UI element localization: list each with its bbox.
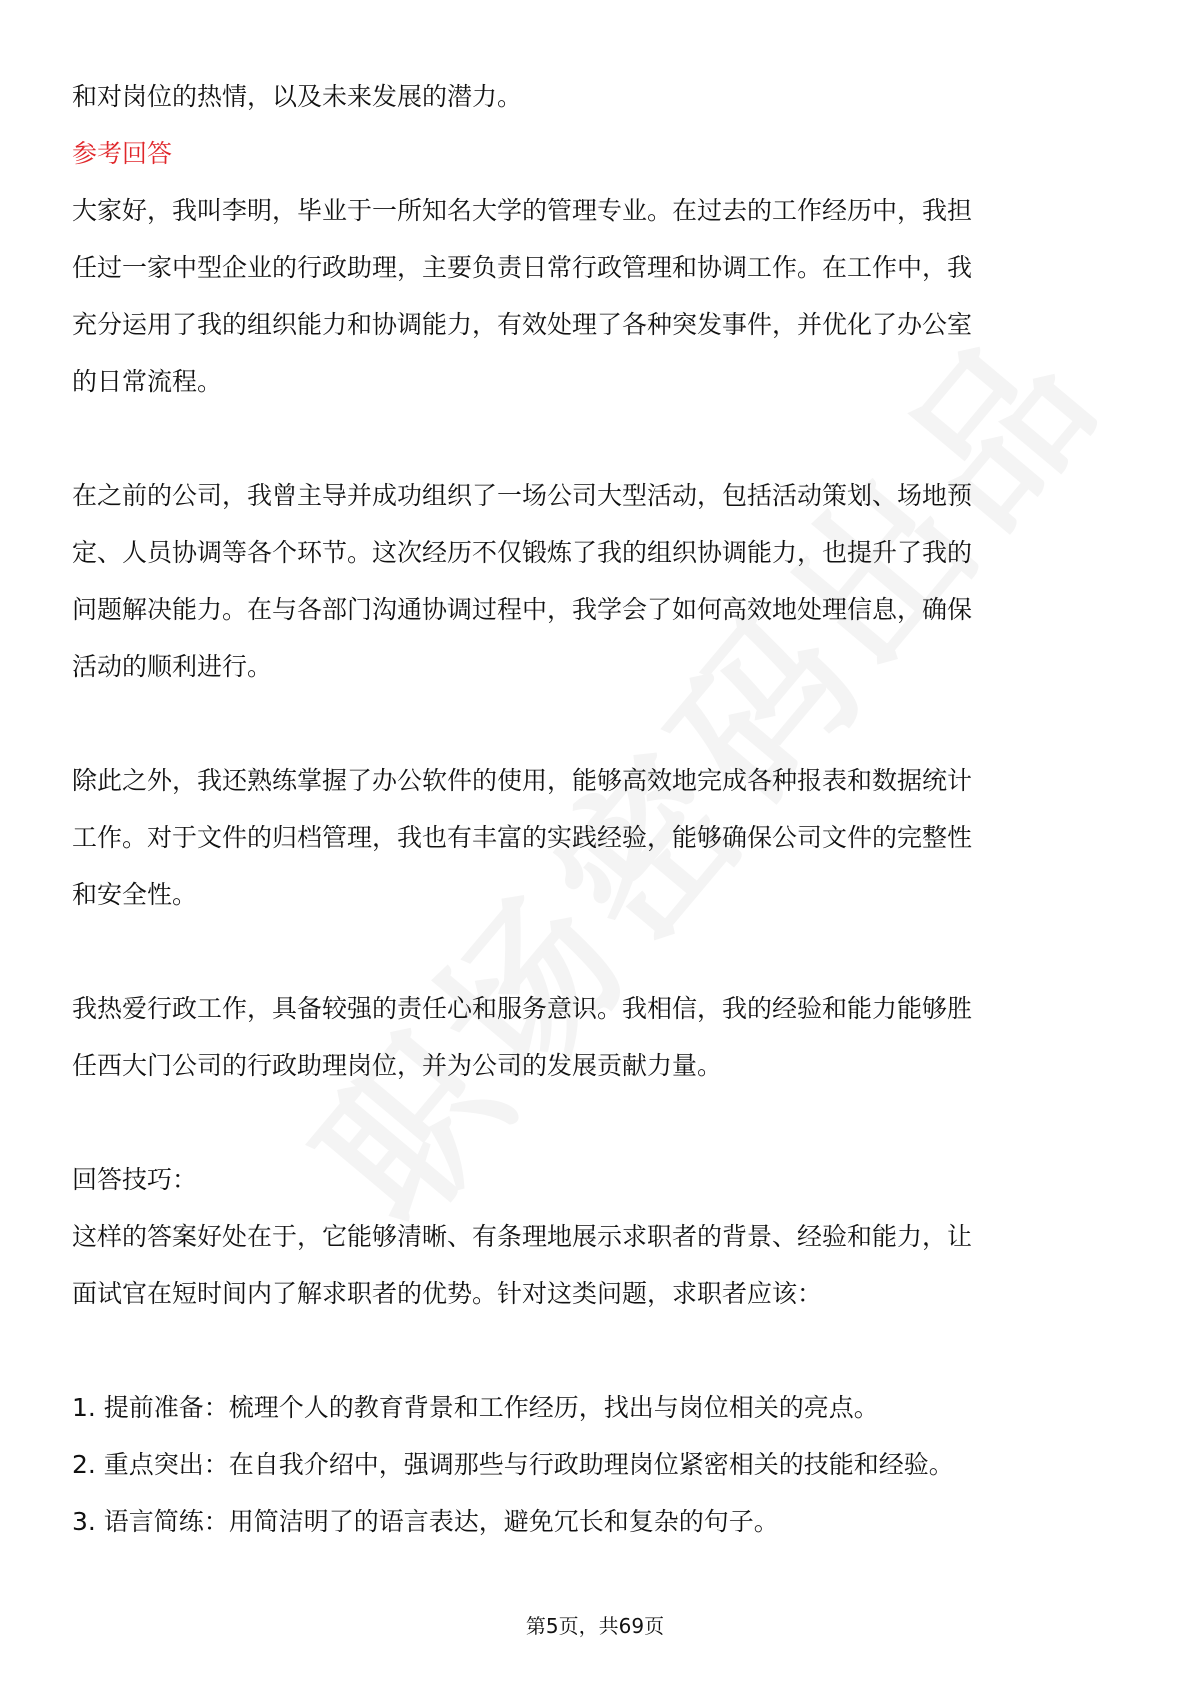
tips-heading: 回答技巧：	[72, 1165, 198, 1194]
paragraph-line: 任过一家中型企业的行政助理，主要负责日常行政管理和协调工作。在工作中，我	[72, 253, 973, 282]
answer-paragraph-4	[72, 980, 1120, 1094]
page-content	[72, 68, 1120, 1550]
list-item: 2. 重点突出：在自我介绍中，强调那些与行政助理岗位紧密相关的技能和经验。	[72, 1450, 954, 1479]
tips-paragraph	[72, 1208, 1120, 1322]
paragraph-line: 问题解决能力。在与各部门沟通协调过程中，我学会了如何高效地处理信息，确保	[72, 595, 973, 624]
answer-heading: 参考回答	[72, 139, 173, 168]
intro-line: 和对岗位的热情，以及未来发展的潜力。	[72, 82, 523, 111]
paragraph-line: 我热爱行政工作，具备较强的责任心和服务意识。我相信，我的经验和能力能够胜	[72, 994, 973, 1023]
paragraph-line: 和安全性。	[72, 880, 198, 909]
list-item: 3. 语言简练：用简洁明了的语言表达，避免冗长和复杂的句子。	[72, 1507, 779, 1536]
tips-list	[72, 1379, 1120, 1550]
paragraph-gap	[72, 695, 1120, 752]
paragraph-line: 这样的答案好处在于，它能够清晰、有条理地展示求职者的背景、经验和能力，让	[72, 1222, 973, 1251]
paragraph-gap	[72, 1322, 1120, 1379]
paragraph-line: 定、人员协调等各个环节。这次经历不仅锻炼了我的组织协调能力，也提升了我的	[72, 538, 973, 567]
paragraph-line: 面试官在短时间内了解求职者的优势。针对这类问题，求职者应该：	[72, 1279, 823, 1308]
paragraph-line: 活动的顺利进行。	[72, 652, 273, 681]
answer-paragraph-2	[72, 467, 1120, 695]
paragraph-line: 充分运用了我的组织能力和协调能力，有效处理了各种突发事件，并优化了办公室	[72, 310, 973, 339]
paragraph-line: 的日常流程。	[72, 367, 223, 396]
paragraph-line: 大家好，我叫李明，毕业于一所知名大学的管理专业。在过去的工作经历中，我担	[72, 196, 973, 225]
answer-paragraph-3	[72, 752, 1120, 923]
paragraph-line: 在之前的公司，我曾主导并成功组织了一场公司大型活动，包括活动策划、场地预	[72, 481, 973, 510]
paragraph-line: 除此之外，我还熟练掌握了办公软件的使用，能够高效地完成各种报表和数据统计	[72, 766, 973, 795]
paragraph-gap	[72, 410, 1120, 467]
page-number-footer: 第5页，共69页	[525, 1614, 665, 1638]
answer-paragraph-1	[72, 182, 1120, 410]
paragraph-line: 工作。对于文件的归档管理，我也有丰富的实践经验，能够确保公司文件的完整性	[72, 823, 973, 852]
paragraph-line: 任西大门公司的行政助理岗位，并为公司的发展贡献力量。	[72, 1051, 723, 1080]
list-item: 1. 提前准备：梳理个人的教育背景和工作经历，找出与岗位相关的亮点。	[72, 1393, 879, 1422]
paragraph-gap	[72, 1094, 1120, 1151]
paragraph-gap	[72, 923, 1120, 980]
